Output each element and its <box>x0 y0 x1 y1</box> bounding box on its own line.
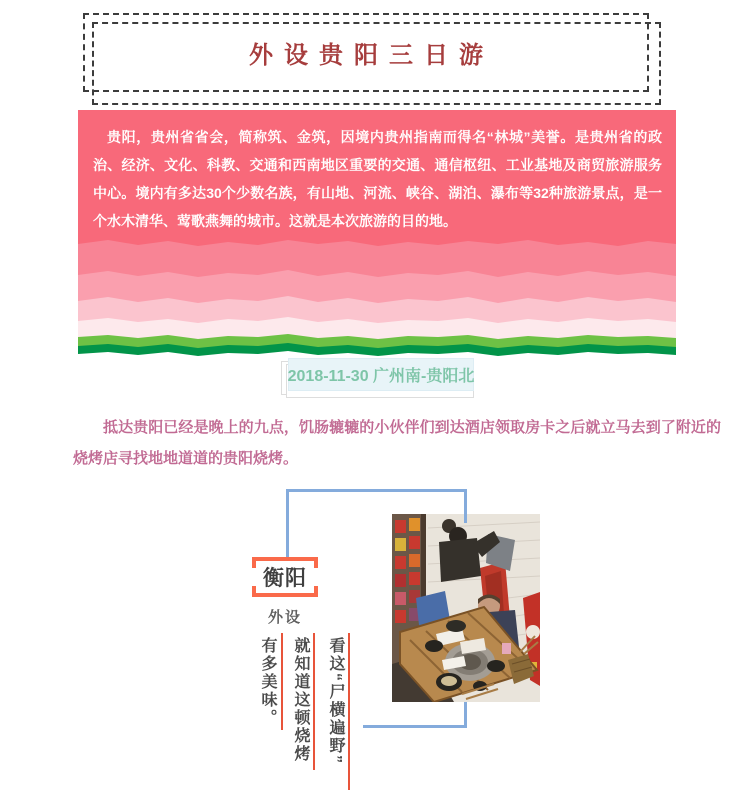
vertical-quote-col-3: 有多美味。 <box>259 637 276 727</box>
intro-card <box>78 110 676 232</box>
frame-corner <box>314 586 318 593</box>
quote-divider-line <box>313 633 315 770</box>
frame-corner <box>252 586 256 593</box>
brand-label: 外设 <box>267 609 302 626</box>
quote-divider-line <box>281 633 283 730</box>
connector-line-right-upper <box>464 489 467 523</box>
page-title: 外设贵阳三日游 <box>249 42 494 69</box>
trip-paragraph: 抵达贵阳已经是晚上的九点，饥肠辘辘的小伙伴们到达酒店领取房卡之后就立马去到了附近的烧烤店寻找地地道道的贵阳烧烤。 <box>73 419 721 467</box>
connector-line-right-lower <box>464 700 467 728</box>
date-badge <box>288 358 474 391</box>
connector-line-bottom <box>363 725 467 728</box>
city-frame <box>252 557 318 597</box>
intro-text: 贵阳，贵州省省会，简称筑、金筑，因境内贵州指南而得名“林城”美誉。是贵州省的政治、经济、文化、科教、交通和西南地区重要的交通、通信枢纽、工业基地及商贸旅游服务中心。境内有多达30个少数名族，有山地、河流、峡谷、湖泊、瀑布等32种旅游景点，是一个水木清华、莺歌燕舞的城市。这就是本次旅游的目的地。 <box>93 129 662 229</box>
bbq-restaurant-photo[interactable] <box>392 514 540 702</box>
quote-divider-line <box>348 633 350 790</box>
city-name: 衡阳 <box>263 567 307 590</box>
frame-corner <box>252 561 256 568</box>
date-badge-text: 2018-11-30 广州南-贵阳北 <box>287 368 475 385</box>
landscape-waves-illustration <box>78 232 676 358</box>
connector-line-top <box>286 489 467 492</box>
vertical-quote-col-2: 就知道这顿烧烤 <box>292 637 309 763</box>
frame-corner <box>314 561 318 568</box>
connector-line-left <box>286 489 289 558</box>
vertical-quote-col-1: 看这“尸横遍野” <box>327 637 344 765</box>
title-container <box>83 13 649 92</box>
